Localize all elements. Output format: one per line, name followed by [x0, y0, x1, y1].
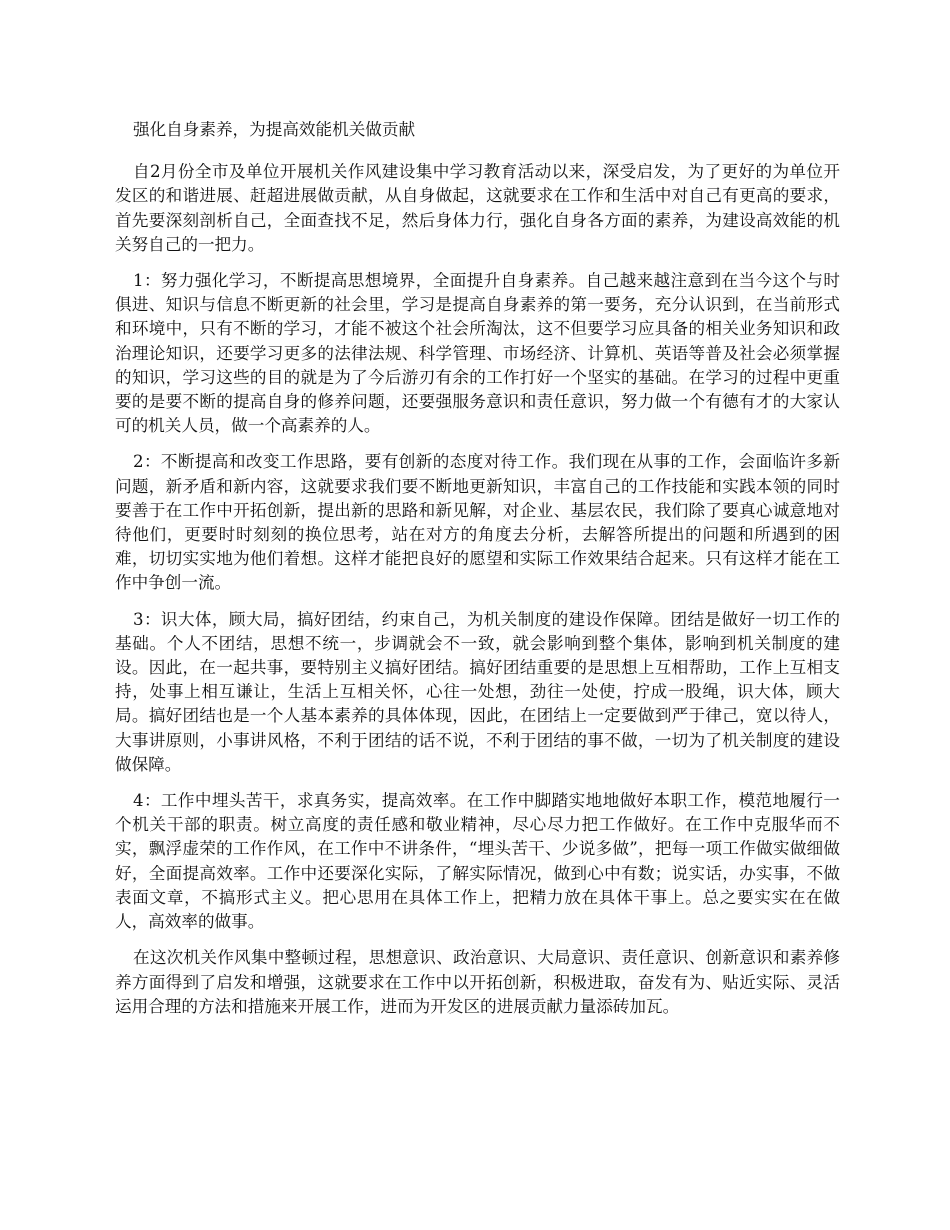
conclusion-paragraph: 在这次机关作风集中整顿过程，思想意识、政治意识、大局意识、责任意识、创新意识和素养修养方面得到了启发和增强，这就要求在工作中以开拓创新，积极进取，奋发有为、贴近实际、灵活运用合理的方法和措施来开展工作，进而为开发区的进展贡献力量添砖加瓦。 [115, 948, 840, 1016]
document-page [115, 118, 840, 1031]
point-1-paragraph: 1：努力强化学习，不断提高思想境界，全面提升自身素养。自己越来越注意到在当今这个与时俱进、知识与信息不断更新的社会里，学习是提高自身素养的第一要务，充分认识到，在当前形式和环境中，只有不断的学习，才能不被这个社会所淘汰，这不但要学习应具备的相关业务知识和政治理论知识，还要学习更多的法律法规、科学管理、市场经济、计算机、英语等普及社会必须掌握的知识，学习这些的目的就是为了今后游刃有余的工作打好一个坚实的基础。在学习的过程中更重要的是要不断的提高自身的修养问题，还要强服务意识和责任意识，努力做一个有德有才的大家认可的机关人员，做一个高素养的人。 [115, 271, 840, 436]
point-4-paragraph: 4：工作中埋头苦干，求真务实，提高效率。在工作中脚踏实地地做好本职工作，模范地履行一个机关干部的职责。树立高度的责任感和敬业精神，尽心尽力把工作做好。在工作中克服华而不实，飘浮虚荣的工作作风，在工作中不讲条件，“埋头苦干、少说多做”，把每一项工作做实做细做好，全面提高效率。工作中还要深化实际，了解实际情况，做到心中有数；说实话，办实事，不做表面文章，不搞形式主义。把心思用在具体工作上，把精力放在具体干事上。总之要实实在在做人，高效率的做事。 [115, 791, 840, 932]
point-3-paragraph: 3：识大体，顾大局，搞好团结，约束自己，为机关制度的建设作保障。团结是做好一切工作的基础。个人不团结，思想不统一，步调就会不一致，就会影响到整个集体，影响到机关制度的建设。因此，在一起共事，要特别主义搞好团结。搞好团结重要的是思想上互相帮助，工作上互相支持，处事上相互谦让，生活上互相关怀，心往一处想，劲往一处使，拧成一股绳，识大体，顾大局。搞好团结也是一个人基本素养的具体体现，因此，在团结上一定要做到严于律己，宽以待人，大事讲原则，小事讲风格，不利于团结的话不说，不利于团结的事不做，一切为了机关制度的建设做保障。 [115, 609, 840, 774]
document-title: 强化自身素养，为提高效能机关做贡献 [133, 120, 416, 139]
point-2-paragraph: 2：不断提高和改变工作思路，要有创新的态度对待工作。我们现在从事的工作，会面临许多新问题，新矛盾和新内容，这就要求我们要不断地更新知识，丰富自己的工作技能和实践本领的同时要善于在工作中开拓创新，提出新的思路和新见解，对企业、基层农民，我们除了要真心诚意地对待他们，更要时时刻刻的换位思考，站在对方的角度去分析，去解答所提出的问题和所遇到的困难，切切实实地为他们着想。这样才能把良好的愿望和实际工作效果结合起来。只有这样才能在工作中争创一流。 [115, 452, 840, 593]
intro-paragraph: 自2月份全市及单位开展机关作风建设集中学习教育活动以来，深受启发，为了更好的为单位开发区的和谐进展、赶超进展做贡献，从自身做起，这就要求在工作和生活中对自己有更高的要求，首先要深刻剖析自己，全面查找不足，然后身体力行，强化自身各方面的素养，为建设高效能的机关努自己的一把力。 [115, 162, 840, 254]
